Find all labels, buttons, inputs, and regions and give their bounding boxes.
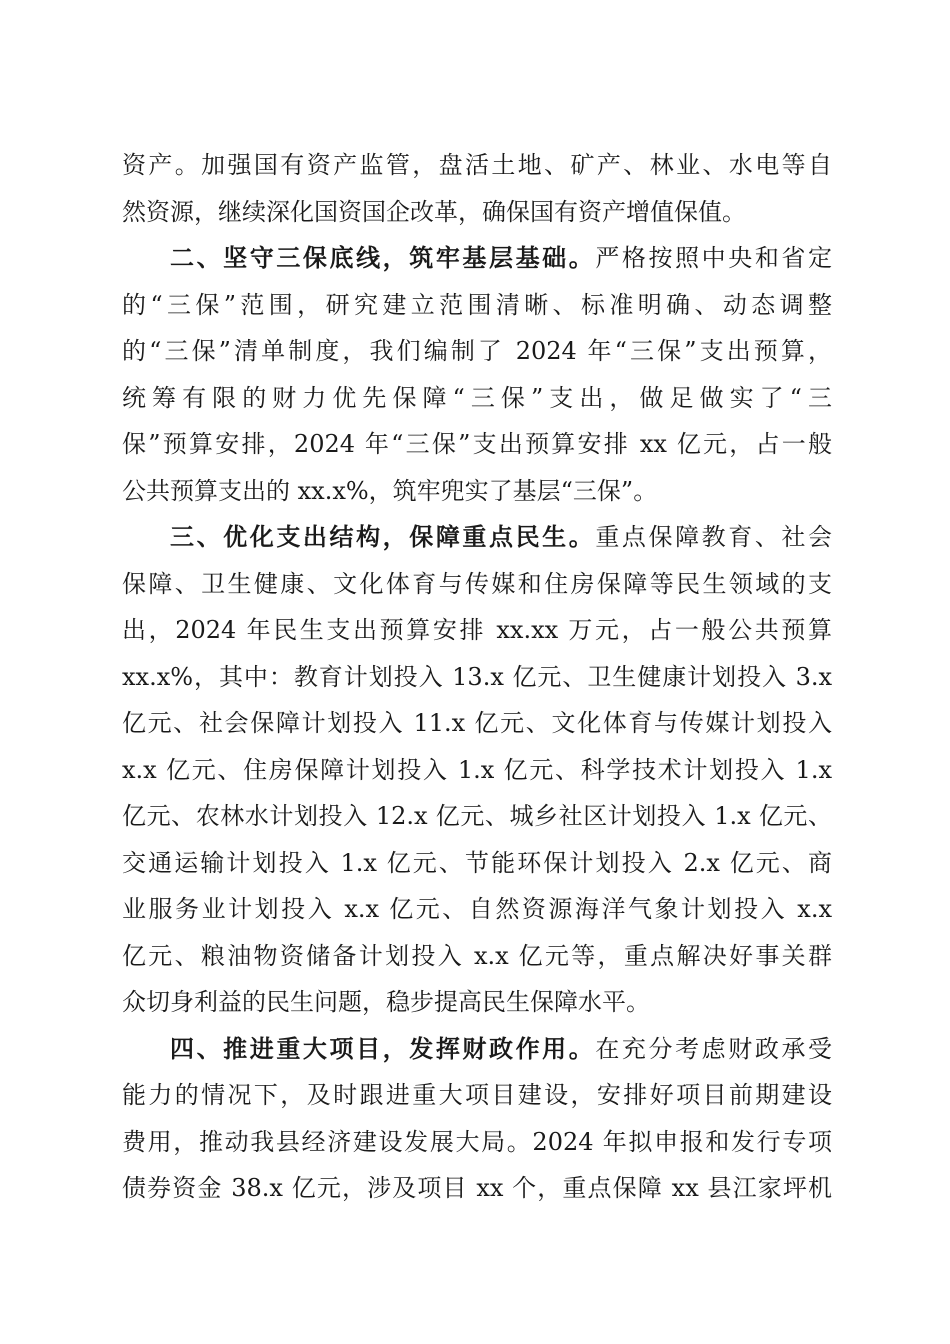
text-line: 出，2024 年民生支出预算安排 xx.xx 万元，占一般公共预算 (122, 616, 832, 644)
text-span: 在充分考虑财政承受 (595, 1034, 833, 1063)
text-line: 保”预算安排，2024 年“三保”支出预算安排 xx 亿元，占一般 (122, 430, 832, 458)
section-heading: 四、推进重大项目，发挥财政作用。 (170, 1034, 596, 1063)
text-line: 能力的情况下，及时跟进重大项目建设，安排好项目前期建设 (122, 1081, 832, 1109)
text-line: 亿元、农林水计划投入 12.x 亿元、城乡社区计划投入 1.x 亿元、 (122, 802, 832, 830)
paragraph-first-line (122, 514, 832, 561)
text-span: 重点保障教育、社会 (595, 523, 833, 551)
paragraph-first-line (122, 235, 832, 282)
text-line: 资产。加强国有资产监管，盘活土地、矿产、林业、水电等自 (122, 151, 832, 179)
text-line: 公共预算支出的 xx.x%，筑牢兜实了基层“三保”。 (122, 476, 658, 505)
text-line: 亿元、社会保障计划投入 11.x 亿元、文化体育与传媒计划投入 (122, 709, 832, 737)
document-body (122, 142, 832, 1212)
text-line: 交通运输计划投入 1.x 亿元、节能环保计划投入 2.x 亿元、商 (122, 848, 832, 877)
text-line: 的“三保”范围，研究建立范围清晰、标准明确、动态调整 (122, 290, 832, 319)
text-line: 费用，推动我县经济建设发展大局。2024 年拟申报和发行专项 (122, 1127, 832, 1156)
paragraph-first-line (122, 1026, 832, 1073)
text-line: 保障、卫生健康、文化体育与传媒和住房保障等民生领域的支 (122, 569, 832, 598)
text-line: 统筹有限的财力优先保障“三保”支出，做足做实了“三 (122, 383, 832, 412)
text-line: 众切身利益的民生问题，稳步提高民生保障水平。 (122, 988, 650, 1016)
text-line: 亿元、粮油物资储备计划投入 x.x 亿元等，重点解决好事关群 (122, 941, 832, 970)
text-line: x.x 亿元、住房保障计划投入 1.x 亿元、科学技术计划投入 1.x (122, 755, 832, 784)
text-span: 严格按照中央和省定 (595, 244, 833, 272)
section-heading: 二、坚守三保底线，筑牢基层基础。 (170, 244, 596, 272)
text-line: 债券资金 38.x 亿元，涉及项目 xx 个，重点保障 xx 县江家坪机 (122, 1174, 832, 1202)
text-line: 然资源，继续深化国资国企改革，确保国有资产增值保值。 (122, 197, 746, 226)
text-line: 的“三保”清单制度，我们编制了 2024 年“三保”支出预算， (122, 337, 832, 365)
text-line: xx.x%，其中：教育计划投入 13.x 亿元、卫生健康计划投入 3.x (122, 662, 832, 691)
section-heading: 三、优化支出结构，保障重点民生。 (170, 523, 596, 551)
text-line: 业服务业计划投入 x.x 亿元、自然资源海洋气象计划投入 x.x (122, 895, 832, 923)
